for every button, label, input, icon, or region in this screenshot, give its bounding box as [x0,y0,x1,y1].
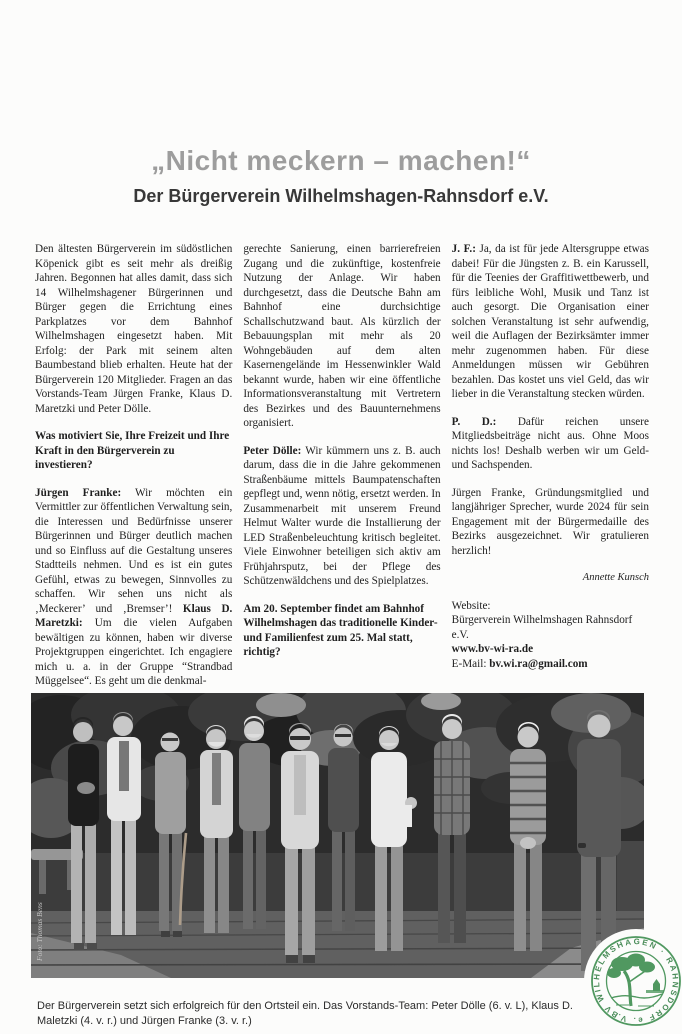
answer-paragraph-2 [243,444,440,589]
column-3 [452,242,649,692]
contact-email-line [452,657,649,672]
subheadline: Der Bürgerverein Wilhelmshagen-Rahnsdorf e.V. [133,185,549,206]
planter [617,841,644,911]
group-photo [31,693,644,978]
club-stamp [588,933,682,1029]
club-stamp-seal [588,933,682,1029]
answer-paragraph-1 [35,486,232,689]
contact-email-label: E-Mail: [451,657,490,670]
answer-text: Ja, da ist für jede Altersgruppe etwas dabei! Für die Jüngsten z. B. ein Karussell, für die Teenies der Graffitiwettbewerb, und fürs leibliche Wohl, Musik und Tanz ist auch gesorgt. Die Organisation einer solchen Veranstaltung ist sehr aufwendig, weil die Auflagen der Bezirksämter immer mehr zugenommen haben. Für diese Anmeldungen müssen wir Gebühren bezahlen. Das kostet uns viel Geld, das wir lieber in die Veranstaltung stecken würden. [451,243,649,400]
article-columns [35,242,649,692]
speaker-lead-jf: J. F.: [451,243,476,255]
column-1 [35,242,232,692]
interview-question-2: Am 20. September findet am Bahnhof Wilhelmshagen das traditionelle Kinder- und Familienfest zum 25. Mal statt, richtig? [243,602,438,658]
answer-paragraph-3 [452,242,649,402]
intro-paragraph: Den ältesten Bürgerverein im südöstlichen Köpenick gibt es seit mehr als dreißig Jahren. Begonnen hat alles damit, dass sich 14 Wilhelmshagener Bürgerinnen und Bürger gegen die Errichtung eines Parkplatzes vor dem Bahnhof Wilhelmshagen eingesetzt haben. Mit Erfolg: der Park mit seinem alten Baumbestand blieb erhalten. Heute hat der Bürgerverein 120 Mitglieder. Fragen an das Vorstands-Team Jürgen Franke, Klaus D. Maretzki und Peter Dölle. [35,243,233,415]
answer-text: Wir möchten ein Vermittler zur öffentlichen Verwaltung sein, die Interessen und Bedürfnisse unserer Bürgerinnen und Bürger deutlich machen und so Einfluss auf die Gestaltung unseres Stadtteils nehmen. Und es ist ein gutes Gefühl, etwas zu bewegen, Sinnvolles zu schaffen. Wir sehen uns nicht als ‚Meckerer’ und ‚Bremser’! [35,486,233,615]
group-photo-illustration [31,693,644,978]
speaker-lead-pd: P. D.: [451,415,497,428]
photo-caption: Der Bürgerverein setzt sich erfolgreich für den Ortsteil ein. Das Vorstands-Team: Peter Dölle (6. v. L), Klaus D. Maletzki (4. v. r.) und Jürgen Franke (3. v. r.) [37,1000,573,1027]
answer-text: Um die vielen Aufgaben bewältigen zu können, haben wir diverse Projektgruppen eingerichtet. Ich engagiere mich u. a. in der Gruppe “Strandbad Müggelsee“. Es geht um die denkmal- [35,617,233,687]
stamp-ring-text: BV WILHELMSHAGEN · RAHNSDORF e. V. [592,937,680,1025]
stamp-tree-icon [607,954,664,1007]
speaker-lead-juergen-franke: Jürgen Franke: [35,486,122,499]
column-2 [243,242,440,692]
photo-credit: Foto: Thomas Bens [35,902,44,961]
answer-paragraph-4 [452,415,649,473]
closing-paragraph: Jürgen Franke, Gründungsmitglied und langjähriger Sprecher, wurde 2024 für sein Engagement mit der Bürgermedaille des Bezirks ausgezeichnet. Wir gratulieren herzlich! [451,486,649,557]
speaker-lead-klaus-maretzki: Klaus D. Maretzki: [35,602,233,629]
continuation-paragraph: gerechte Sanierung, einen barrierefreien Zugang und die zukünftige, kostenfreie Nutzung der Anlage. Wir haben durchgesetzt, dass die Deutsche Bahn am Bahnhof eine durchsichtige Schallschutzwand baut. Als kürzlich der Bebauungsplan mit mehr als 20 Wohngebäuden auf dem alten Kasernengelände im Hessenwinkler Wald bekannt wurde, haben wir eine öffentliche Informationsveranstaltung mit Vertretern des Bezirkes und des Bauunternehmens organisiert. [243,243,441,429]
author-byline: Annette Kunsch [582,572,649,583]
contact-website-label: Website: [451,599,491,612]
contact-org: Bürgerverein Wilhelmshagen Rahnsdorf e.V. [451,614,633,641]
contact-email: bv.wi.ra@gmail.com [489,657,588,670]
contact-block [452,599,649,672]
contact-url: www.bv-wi-ra.de [451,643,534,655]
headline: „Nicht meckern – machen!“ [151,144,531,176]
answer-text: Dafür reichen unsere Mitgliedsbeiträge nicht aus. Ohne Moos nichts los! Deshalb werben wir um Geld- und Sachspenden. [451,415,649,471]
interview-question-1: Was motiviert Sie, Ihre Freizeit und Ihre Kraft in den Bürgerverein zu investieren? [35,430,230,471]
speaker-lead-peter-doelle: Peter Dölle: [243,444,302,457]
answer-text: Wir kümmern uns z. B. auch darum, dass die in die Jahre gekommenen Straßenbäume mittels Baumpatenschaften gepflegt und, wenn nötig, ersetzt werden. In Zusammenarbeit mit unserem Freund Helmut Walter wurde die Installierung der LED Straßenbeleuchtung kritisch begleitet. Viele Einwohner beteiligen sich aktiv am Frühjahrsputz, bei der Pflege des Schützenwäldchens und des Spielplatzes. [243,444,441,587]
svg-text:BV WILHELMSHAGEN · RAHNSDORF e [592,937,680,1025]
